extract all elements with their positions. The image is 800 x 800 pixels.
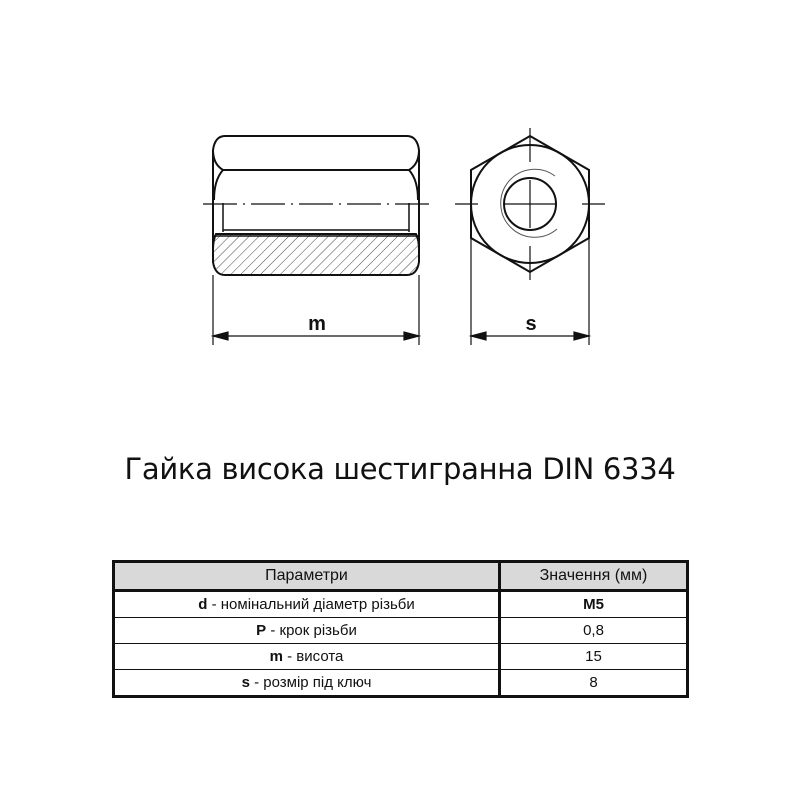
value-cell: 15 (500, 644, 688, 670)
param-description: - номінальний діаметр різьби (207, 596, 415, 613)
end-view (455, 128, 605, 280)
table-row (114, 618, 688, 644)
table-header-row (114, 562, 688, 591)
table-row (114, 591, 688, 618)
table-row (114, 644, 688, 670)
dimension-label-s: s (525, 313, 537, 335)
param-symbol: d (198, 596, 208, 613)
param-description: - висота (282, 648, 344, 665)
dimension-label-m: m (308, 313, 326, 335)
page-title: Гайка висока шестигранна DIN 6334 (124, 452, 676, 486)
param-symbol: s (241, 674, 250, 691)
param-symbol: m (269, 648, 283, 665)
header-values: Значення (мм) (500, 562, 688, 591)
param-cell (114, 591, 500, 618)
value-cell: 0,8 (500, 618, 688, 644)
param-description: - розмір під ключ (249, 674, 372, 691)
table-row (114, 670, 688, 697)
value-cell: 8 (500, 670, 688, 697)
header-parameters: Параметри (114, 562, 500, 591)
param-cell (114, 618, 500, 644)
param-description: - крок різьби (266, 622, 357, 639)
param-cell (114, 670, 500, 697)
param-symbol: P (256, 622, 267, 639)
hatched-section (213, 234, 419, 275)
param-cell (114, 644, 500, 670)
spec-table (112, 560, 689, 698)
value-cell: M5 (500, 591, 688, 618)
